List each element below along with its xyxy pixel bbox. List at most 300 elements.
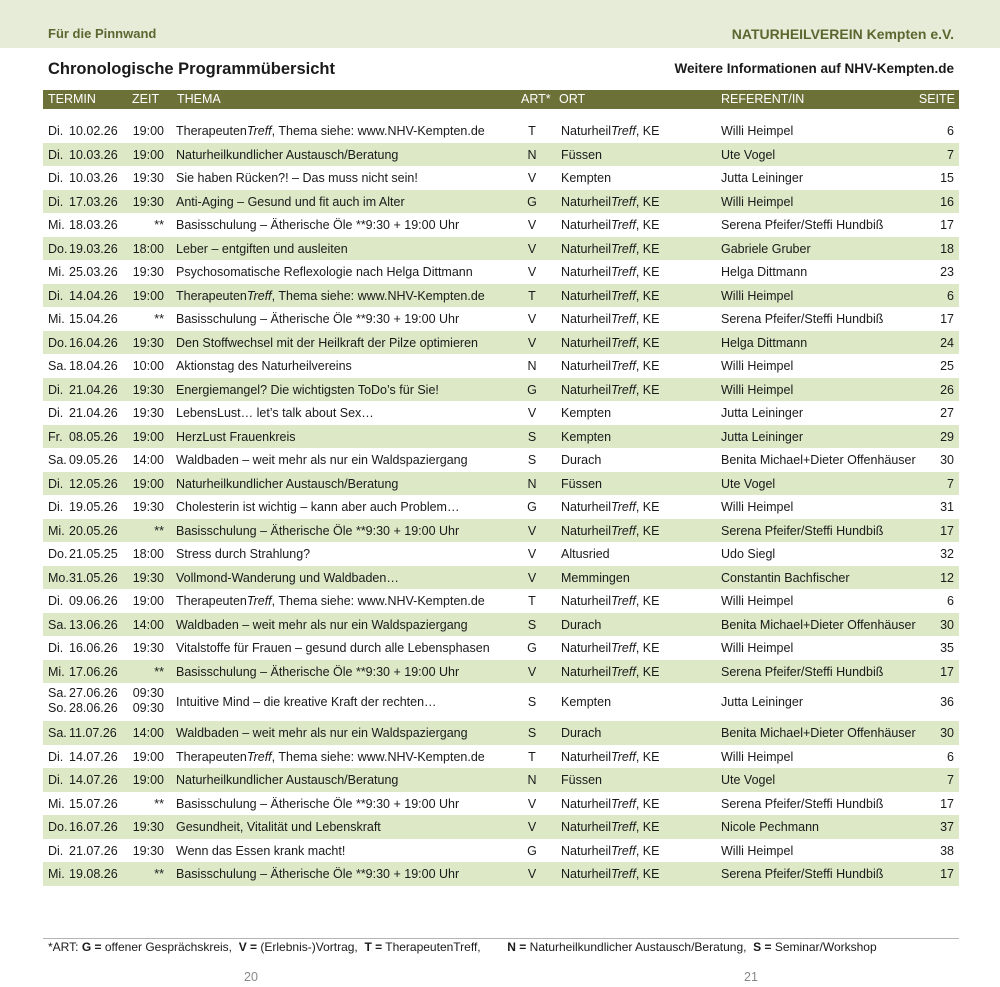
art-code: V <box>527 335 537 350</box>
table-row <box>43 331 959 355</box>
footnote-s-text: Seminar/Workshop <box>774 940 877 954</box>
page-ref: 30 <box>940 726 954 740</box>
time: 19:00 <box>132 288 164 303</box>
speaker: Willi Heimpel <box>721 124 794 138</box>
page-ref: 30 <box>940 453 954 467</box>
weekday: Mi. <box>48 218 65 232</box>
time: 18:00 <box>132 241 164 256</box>
theme: Wenn das Essen krank macht! <box>176 843 346 858</box>
time: 19:30 <box>132 500 164 514</box>
date: 19.08.26 <box>69 867 118 881</box>
art-code: T <box>528 124 536 138</box>
page-ref: 18 <box>940 241 954 256</box>
location: Altusried <box>561 547 610 561</box>
time: 19:00 <box>132 749 164 764</box>
date: 15.04.26 <box>69 312 118 326</box>
footnote-n-text: Naturheilkundlicher Austausch/Beratung, <box>529 940 747 954</box>
weekday: Mi. <box>48 523 65 538</box>
theme: Naturheilkundlicher Austausch/Beratung <box>176 147 399 162</box>
weekday: Fr. <box>48 429 63 444</box>
theme: Naturheilkundlicher Austausch/Beratung <box>176 773 399 787</box>
time: 18:00 <box>132 547 164 561</box>
date: 10.02.26 <box>69 124 118 138</box>
weekday: Mi. <box>48 867 65 881</box>
location: Memmingen <box>561 570 630 585</box>
time <box>132 686 164 716</box>
date: 10.03.26 <box>69 171 118 185</box>
date: 09.06.26 <box>69 594 118 608</box>
time: 19:00 <box>132 594 164 608</box>
table-row <box>43 660 959 684</box>
weekday: Di. <box>48 194 64 209</box>
speaker: Ute Vogel <box>721 476 776 491</box>
time: 14:00 <box>132 617 164 632</box>
date: 14.04.26 <box>69 288 118 303</box>
weekday: Do. <box>48 547 68 561</box>
table-row <box>43 166 959 190</box>
art-code: N <box>527 147 537 162</box>
footnote-divider <box>43 938 959 939</box>
location: NaturheilTreff, KE <box>561 796 660 811</box>
location: NaturheilTreff, KE <box>561 265 660 279</box>
speaker: Benita Michael+Dieter Offenhäuser <box>721 453 916 467</box>
location: Durach <box>561 726 602 740</box>
table-row <box>43 260 959 284</box>
time: 19:30 <box>132 641 164 655</box>
col-ort: ORT <box>559 92 586 106</box>
col-referent: REFERENT/IN <box>721 92 805 106</box>
program-table <box>43 119 959 886</box>
table-row <box>43 636 959 660</box>
table-row <box>43 448 959 472</box>
location: Füssen <box>561 773 602 787</box>
speaker: Jutta Leininger <box>721 695 804 709</box>
time: 19:30 <box>132 406 164 420</box>
theme: TherapeutenTreff, Thema siehe: www.NHV-Kempten.de <box>176 594 485 608</box>
art-code: G <box>527 641 537 655</box>
weekday-line1: Sa. <box>48 686 67 700</box>
weekday: Di. <box>48 500 64 514</box>
time: 19:30 <box>132 382 164 397</box>
footnote-s-key: S = <box>753 940 772 954</box>
location: NaturheilTreff, KE <box>561 124 660 138</box>
speaker: Serena Pfeifer/Steffi Hundbiß <box>721 218 884 232</box>
speaker: Willi Heimpel <box>721 641 794 655</box>
art-code: V <box>527 547 537 561</box>
footnote-n-key: N = <box>507 940 527 954</box>
weekday: Do. <box>48 335 68 350</box>
speaker: Serena Pfeifer/Steffi Hundbiß <box>721 523 884 538</box>
location: Kempten <box>561 171 612 185</box>
speaker: Nicole Pechmann <box>721 820 819 834</box>
table-row <box>43 284 959 308</box>
date: 11.07.26 <box>69 726 117 740</box>
time: ** <box>154 664 164 679</box>
speaker: Benita Michael+Dieter Offenhäuser <box>721 617 916 632</box>
weekday: Di. <box>48 288 64 303</box>
speaker: Willi Heimpel <box>721 382 794 397</box>
art-code: V <box>527 664 537 679</box>
location: NaturheilTreff, KE <box>561 820 660 834</box>
time: 19:30 <box>132 171 164 185</box>
weekday: Di. <box>48 594 64 608</box>
footnote-prefix: *ART: <box>48 940 79 954</box>
weekday: Di. <box>48 773 64 787</box>
weekday: Di. <box>48 147 64 162</box>
theme: Basisschulung – Ätherische Öle **9:30 + 19:00 Uhr <box>176 218 460 232</box>
time: 19:30 <box>132 820 164 834</box>
col-zeit: ZEIT <box>132 92 160 106</box>
location: Durach <box>561 617 602 632</box>
date-line2: 28.06.26 <box>69 701 118 715</box>
speaker: Ute Vogel <box>721 773 776 787</box>
time: ** <box>154 218 164 232</box>
page-ref: 32 <box>940 547 954 561</box>
speaker: Gabriele Gruber <box>721 241 811 256</box>
art-code: T <box>528 288 536 303</box>
theme: Waldbaden – weit mehr als nur ein Waldspaziergang <box>176 617 468 632</box>
table-row <box>43 542 959 566</box>
art-code: S <box>527 726 537 740</box>
page-ref: 29 <box>940 429 954 444</box>
art-code: S <box>527 453 537 467</box>
weekday: Sa. <box>48 359 67 373</box>
time: 19:30 <box>132 194 164 209</box>
theme: TherapeutenTreff, Thema siehe: www.NHV-Kempten.de <box>176 124 485 138</box>
theme: Leber – entgiften und ausleiten <box>176 241 348 256</box>
weekday: Mi. <box>48 265 65 279</box>
time: 19:00 <box>132 476 164 491</box>
col-thema: THEMA <box>177 92 221 106</box>
theme: Sie haben Rücken?! – Das muss nicht sein! <box>176 171 418 185</box>
page-ref: 7 <box>947 147 954 162</box>
speaker: Benita Michael+Dieter Offenhäuser <box>721 726 916 740</box>
table-row <box>43 589 959 613</box>
weekday: Di. <box>48 382 64 397</box>
weekday: Di. <box>48 641 64 655</box>
date: 15.07.26 <box>69 796 118 811</box>
location: NaturheilTreff, KE <box>561 749 660 764</box>
time: 19:30 <box>132 570 164 585</box>
weekday: Mi. <box>48 312 65 326</box>
weekday <box>48 686 67 716</box>
table-row <box>43 613 959 637</box>
speaker: Jutta Leininger <box>721 406 804 420</box>
location: NaturheilTreff, KE <box>561 241 660 256</box>
speaker: Willi Heimpel <box>721 288 794 303</box>
page-ref: 6 <box>947 124 954 138</box>
page-ref: 17 <box>940 664 954 679</box>
date: 20.05.26 <box>69 523 118 538</box>
page-ref: 26 <box>940 382 954 397</box>
date: 13.06.26 <box>69 617 118 632</box>
page-ref: 7 <box>947 773 954 787</box>
table-row <box>43 683 959 721</box>
theme: Psychosomatische Reflexologie nach Helga Dittmann <box>176 265 473 279</box>
location: NaturheilTreff, KE <box>561 359 660 373</box>
location: NaturheilTreff, KE <box>561 288 660 303</box>
art-code: V <box>527 265 537 279</box>
theme: Gesundheit, Vitalität und Lebenskraft <box>176 820 381 834</box>
theme: Naturheilkundlicher Austausch/Beratung <box>176 476 399 491</box>
speaker: Willi Heimpel <box>721 194 794 209</box>
table-row <box>43 839 959 863</box>
page-ref: 35 <box>940 641 954 655</box>
theme: Anti-Aging – Gesund und fit auch im Alter <box>176 194 405 209</box>
time: ** <box>154 796 164 811</box>
art-code: N <box>527 476 537 491</box>
page-ref: 6 <box>947 288 954 303</box>
page-number-right: 21 <box>744 970 758 984</box>
art-code: G <box>527 194 537 209</box>
table-row <box>43 815 959 839</box>
location: NaturheilTreff, KE <box>561 500 660 514</box>
location: NaturheilTreff, KE <box>561 523 660 538</box>
time: ** <box>154 523 164 538</box>
weekday: Mo. <box>48 570 69 585</box>
page-ref: 17 <box>940 523 954 538</box>
date: 16.07.26 <box>69 820 118 834</box>
time: 19:00 <box>132 124 164 138</box>
art-code: G <box>527 382 537 397</box>
time: ** <box>154 867 164 881</box>
time-line2: 09:30 <box>132 701 164 715</box>
date: 18.03.26 <box>69 218 118 232</box>
speaker: Willi Heimpel <box>721 359 794 373</box>
theme: Waldbaden – weit mehr als nur ein Waldspaziergang <box>176 726 468 740</box>
art-code: V <box>527 867 537 881</box>
date: 21.05.25 <box>69 547 118 561</box>
art-code: G <box>527 843 537 858</box>
weekday: Sa. <box>48 617 67 632</box>
date: 25.03.26 <box>69 265 118 279</box>
art-code: V <box>527 241 537 256</box>
more-info-text: Weitere Informationen auf NHV-Kempten.de <box>674 61 954 76</box>
location: Füssen <box>561 476 602 491</box>
time: 19:30 <box>132 843 164 858</box>
art-code: V <box>527 820 537 834</box>
art-code: V <box>527 796 537 811</box>
table-row <box>43 213 959 237</box>
theme: Vollmond-Wanderung und Waldbaden… <box>176 570 399 585</box>
theme: LebensLust… let’s talk about Sex… <box>176 406 374 420</box>
theme: Basisschulung – Ätherische Öle **9:30 + 19:00 Uhr <box>176 867 460 881</box>
speaker: Helga Dittmann <box>721 335 808 350</box>
footnote-g-key: G = <box>81 940 102 954</box>
table-row <box>43 566 959 590</box>
speaker: Willi Heimpel <box>721 843 794 858</box>
date: 09.05.26 <box>69 453 118 467</box>
footnote-t-key: T = <box>364 940 383 954</box>
art-code: V <box>527 406 537 420</box>
table-row <box>43 495 959 519</box>
location: Kempten <box>561 429 612 444</box>
page-ref: 6 <box>947 594 954 608</box>
weekday: Di. <box>48 124 64 138</box>
date: 21.04.26 <box>69 406 118 420</box>
page-ref: 31 <box>940 500 954 514</box>
location: NaturheilTreff, KE <box>561 382 660 397</box>
page-ref: 24 <box>940 335 954 350</box>
table-row <box>43 792 959 816</box>
theme: Den Stoffwechsel mit der Heilkraft der Pilze optimieren <box>176 335 478 350</box>
theme: Energiemangel? Die wichtigsten ToDo’s für Sie! <box>176 382 439 397</box>
location: Kempten <box>561 406 612 420</box>
footnote <box>48 940 877 954</box>
page-ref: 17 <box>940 796 954 811</box>
speaker: Serena Pfeifer/Steffi Hundbiß <box>721 664 884 679</box>
art-code: V <box>527 570 537 585</box>
art-code: V <box>527 218 537 232</box>
footnote-v-text: (Erlebnis-)Vortrag, <box>260 940 358 954</box>
table-row <box>43 119 959 143</box>
speaker: Udo Siegl <box>721 547 776 561</box>
weekday: Sa. <box>48 453 67 467</box>
date: 17.03.26 <box>69 194 118 209</box>
page-ref: 25 <box>940 359 954 373</box>
weekday: Mi. <box>48 664 65 679</box>
location: Kempten <box>561 695 612 709</box>
art-code: G <box>527 500 537 514</box>
art-code: V <box>527 312 537 326</box>
page-ref: 30 <box>940 617 954 632</box>
time: 14:00 <box>132 453 164 467</box>
speaker: Jutta Leininger <box>721 171 804 185</box>
art-code: N <box>527 773 537 787</box>
location: Durach <box>561 453 602 467</box>
footnote-g-text: offener Gesprächskreis, <box>104 940 233 954</box>
table-row <box>43 425 959 449</box>
speaker: Serena Pfeifer/Steffi Hundbiß <box>721 312 884 326</box>
time: 19:30 <box>132 335 164 350</box>
page-ref: 38 <box>940 843 954 858</box>
art-code: V <box>527 171 537 185</box>
col-art: ART* <box>521 92 551 106</box>
art-code: N <box>527 359 537 373</box>
speaker: Ute Vogel <box>721 147 776 162</box>
weekday: Do. <box>48 241 68 256</box>
page-ref: 23 <box>940 265 954 279</box>
date: 19.03.26 <box>69 241 118 256</box>
table-row <box>43 354 959 378</box>
pinboard-label: Für die Pinnwand <box>48 26 157 41</box>
page-ref: 17 <box>940 312 954 326</box>
theme: TherapeutenTreff, Thema siehe: www.NHV-Kempten.de <box>176 288 485 303</box>
location: NaturheilTreff, KE <box>561 312 660 326</box>
table-row <box>43 143 959 167</box>
location: NaturheilTreff, KE <box>561 843 660 858</box>
page-ref: 15 <box>940 171 954 185</box>
date: 21.04.26 <box>69 382 118 397</box>
time: 19:00 <box>132 429 164 444</box>
date: 19.05.26 <box>69 500 118 514</box>
weekday: Di. <box>48 171 64 185</box>
page-ref: 7 <box>947 476 954 491</box>
time: 19:30 <box>132 265 164 279</box>
date: 21.07.26 <box>69 843 118 858</box>
theme: Basisschulung – Ätherische Öle **9:30 + 19:00 Uhr <box>176 523 460 538</box>
art-code: S <box>527 617 537 632</box>
page-number-left: 20 <box>244 970 258 984</box>
time: 19:00 <box>132 147 164 162</box>
top-banner <box>0 0 1000 48</box>
speaker: Helga Dittmann <box>721 265 808 279</box>
table-row <box>43 519 959 543</box>
location: NaturheilTreff, KE <box>561 218 660 232</box>
table-row <box>43 401 959 425</box>
theme: Basisschulung – Ätherische Öle **9:30 + 19:00 Uhr <box>176 796 460 811</box>
club-name: NATURHEILVEREIN Kempten e.V. <box>731 26 954 42</box>
weekday-line2: So. <box>48 701 67 715</box>
col-termin: TERMIN <box>48 92 96 106</box>
page-ref: 12 <box>940 570 954 585</box>
speaker: Willi Heimpel <box>721 594 794 608</box>
date <box>69 686 118 716</box>
page-ref: 17 <box>940 867 954 881</box>
weekday: Mi. <box>48 796 65 811</box>
location: NaturheilTreff, KE <box>561 664 660 679</box>
date: 10.03.26 <box>69 147 118 162</box>
weekday: Do. <box>48 820 68 834</box>
table-header <box>43 90 959 109</box>
theme: HerzLust Frauenkreis <box>176 429 296 444</box>
theme: Basisschulung – Ätherische Öle **9:30 + 19:00 Uhr <box>176 312 460 326</box>
speaker: Constantin Bachfischer <box>721 570 850 585</box>
page-title: Chronologische Programmübersicht <box>48 60 335 78</box>
page-ref: 36 <box>940 695 954 709</box>
table-row <box>43 307 959 331</box>
weekday: Di. <box>48 476 64 491</box>
footnote-v-key: V = <box>238 940 258 954</box>
table-row <box>43 721 959 745</box>
time: 10:00 <box>132 359 164 373</box>
date: 12.05.26 <box>69 476 118 491</box>
page-ref: 17 <box>940 218 954 232</box>
theme: Basisschulung – Ätherische Öle **9:30 + 19:00 Uhr <box>176 664 460 679</box>
weekday: Di. <box>48 749 64 764</box>
time-line1: 09:30 <box>132 686 164 700</box>
date-line1: 27.06.26 <box>69 686 118 700</box>
page-ref: 6 <box>947 749 954 764</box>
location: NaturheilTreff, KE <box>561 867 660 881</box>
page-ref: 37 <box>940 820 954 834</box>
theme: TherapeutenTreff, Thema siehe: www.NHV-Kempten.de <box>176 749 485 764</box>
art-code: T <box>528 594 536 608</box>
table-row <box>43 378 959 402</box>
time: ** <box>154 312 164 326</box>
speaker: Serena Pfeifer/Steffi Hundbiß <box>721 867 884 881</box>
theme: Aktionstag des Naturheilvereins <box>176 359 352 373</box>
speaker: Jutta Leininger <box>721 429 804 444</box>
theme: Stress durch Strahlung? <box>176 547 311 561</box>
theme: Vitalstoffe für Frauen – gesund durch alle Lebensphasen <box>176 641 490 655</box>
speaker: Willi Heimpel <box>721 749 794 764</box>
footnote-t-text: TherapeutenTreff, <box>385 940 481 954</box>
theme: Waldbaden – weit mehr als nur ein Waldspaziergang <box>176 453 468 467</box>
weekday: Di. <box>48 406 64 420</box>
speaker: Willi Heimpel <box>721 500 794 514</box>
col-seite: SEITE <box>918 92 955 106</box>
table-row <box>43 472 959 496</box>
location: NaturheilTreff, KE <box>561 594 660 608</box>
art-code: S <box>527 429 537 444</box>
page-ref: 16 <box>940 194 954 209</box>
theme: Intuitive Mind – die kreative Kraft der rechten… <box>176 695 437 709</box>
location: NaturheilTreff, KE <box>561 194 660 209</box>
date: 14.07.26 <box>69 773 118 787</box>
date: 17.06.26 <box>69 664 118 679</box>
location: NaturheilTreff, KE <box>561 335 660 350</box>
